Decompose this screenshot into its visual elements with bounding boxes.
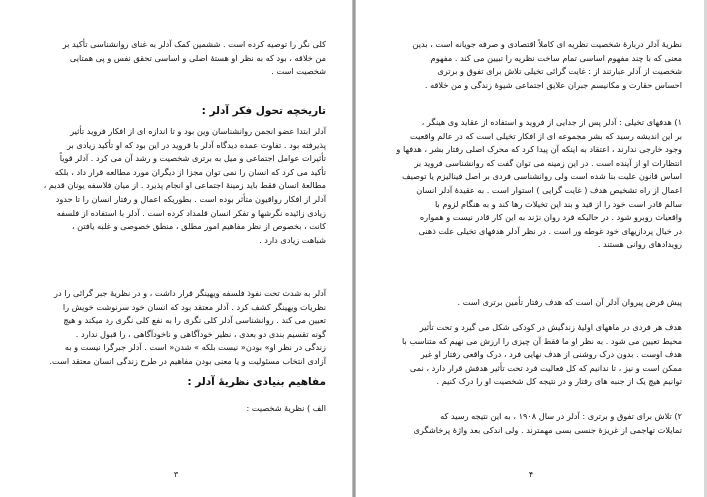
text-line: زندگی در نظر او» بودن« نیست بلکه » شدن« است . آدلر جبرگرا نیست و به xyxy=(64,342,326,353)
text-line: الف ) نظریهٔ شخصیت : xyxy=(246,403,326,413)
text-line: نظریات ویهینگر کشف کرد . آدلر معتقد بود که انسان خود سرنوشت خویش را xyxy=(62,301,326,312)
text-line: مطالعهٔ انسان فقط باید زمینهٔ اجتماعی او انجام پذیرد . از میان فلاسفه یونان قدیم ، xyxy=(43,180,326,191)
right-paragraph-5 xyxy=(382,410,682,437)
text-line: شباهت زیادی دارد . xyxy=(259,234,326,245)
text-line: ممکن است و نیز ، تا ندانیم که کل فعالیت فرد تحت تأثیر هدفش قرار دارد ، نمی xyxy=(409,362,682,373)
text-line: آدلر به شدت تحت نفوذ فلسفه ویهینگر قرار داشت ، و در نظریهٔ جبر گرائی را در xyxy=(54,288,326,298)
text-line: هدف اوست . بدون درک روشنی از هدف نهایی فرد ، درک واقعی رفتار او غیر xyxy=(420,349,682,360)
text-line: تمایلات تهاجمی از غریزهٔ جنسی بسی مهمترند . ولی اندکی بعد واژهٔ پرخاشگری xyxy=(413,424,682,435)
text-line: شخصیت از آدلر عبارتند از : غایت گرائی تخیلی تلاش برای تفوق و برتری xyxy=(437,66,682,77)
text-line: توانیم هیچ یک از جنبه های رفتار و در نتیجه کل شخصیت او را درک کنیم . xyxy=(436,376,682,387)
text-line: نظریهٔ آدلر دربارهٔ شخصیت نظریه ای کاملاً اقتصادی و صرفه جویانه است ، بدین xyxy=(412,39,682,49)
text-line: تأکید می کرد که انسان را نمی توان مجزا از دیگران مورد مطالعه قرار داد ، بلکه xyxy=(54,166,326,177)
right-paragraph-1 xyxy=(382,38,682,92)
text-line: واقعیات روبرو شود . در حالیکه فرد روان نژند به این کار قادر نیست و همواره xyxy=(419,212,682,223)
text-line: ۲) تلاش برای تفوق و برتری : آدلر در سال ۱۹۰۸ ، به این نتیجه رسید که xyxy=(440,411,682,421)
text-line: اعمال از راه تشخیص هدف ( غایت گرایی ) استوار است . به عقیدهٔ آدلر انسان xyxy=(416,184,682,195)
text-line: تعیین می کند . روانشناسی آدلر کلی نگری را به نفع کلی نگری رد میکند و هیچ xyxy=(63,315,326,326)
page-right xyxy=(356,0,707,497)
left-paragraph-3 xyxy=(26,287,326,369)
text-line: معنی که با چند مفهوم اساسی تمام ساخت نظریه را تبیین می کند . مفهوم xyxy=(430,52,682,63)
text-line: کلی نگر را توصیه کرده است . ششمین کمک آدلر به غنای روانشناسی تأکید بر xyxy=(62,39,326,49)
right-paragraph-4 xyxy=(382,321,682,389)
left-paragraph-4 xyxy=(26,402,326,416)
text-line: من خلاقه ، بود که به نظر او هستهٔ اصلی و اساسی تحقق نفس و پی همتایی xyxy=(69,52,326,63)
text-line: رویدادهای روانی هستند . xyxy=(597,239,682,250)
text-line: وجود خارجی ندارند ، اعتقاد به اینکه آن پیدا کرد که محرک اصلی رفتار بشر ، هدفها و xyxy=(396,144,682,155)
text-line: هدف هر فردی در ماههای اولیهٔ زندگیش در کودکی شکل می گیرد و تحت تأثیر xyxy=(419,322,682,332)
text-line: پیش فرض پیروان آدلر آن است که هدف رفتار تأمین برتری است . xyxy=(457,297,682,307)
text-line: ۱) هدفهای تخیلی : آدلر پس از جدایی از فروید و استفاده از عقاید وی هینگر ، xyxy=(421,117,682,127)
text-line: احساس حقارت و مکانیسم جبران علایق اجتماعی شیوهٔ زندگی و من خلاقه . xyxy=(424,79,682,90)
heading-adler-history: تاریخچه تحول فکر آدلر : xyxy=(201,105,326,117)
text-line: آزادی انتخاب مسئولیت و یا معنی بودن مفاهیم در طرح زندگی انسان معتقد است. xyxy=(49,355,326,366)
text-line: کانت ، بخصوص از نظر مفاهیم امور مطلق ، منطق خصوصی و غلبه یافتن ، xyxy=(71,221,326,232)
text-line: شخصیت است . xyxy=(271,66,326,77)
page-number-left: ۳ xyxy=(173,470,179,479)
text-line: در خیال پردازیهای خود غوطه ور است . در نظر آدلر هدفهای تخیلی علت ذهنی xyxy=(418,225,682,236)
right-paragraph-2 xyxy=(382,116,682,252)
left-paragraph-2 xyxy=(26,125,326,247)
text-line: سالم قادر است خود را از قید و بند این تخیلات رها کند و به هنگام لزوم با xyxy=(435,198,682,209)
text-line: محیط تعیین می شود . به نظر او ما فقط آن چیزی را ارزش می نهیم که متناسب با xyxy=(402,335,682,346)
text-line: تأثیرات عوامل اجتماعی و میل به برتری شخصیت و رشد آن می کرد . آدلر قویاً xyxy=(59,153,326,164)
left-paragraph-1 xyxy=(26,38,326,79)
text-line: آدلر از افکار رواقیون متأثر بوده است . بطوریکه اعمال و رفتار انسان را تا حدود xyxy=(55,193,326,204)
page-number-right: ۴ xyxy=(528,470,534,479)
text-line: گونه تقسیم بندی دو بعدی ، نظیر خودآگاهی و ناخودآگاهی ، را قبول ندارد . xyxy=(75,328,326,339)
text-line: پذیرفته بود . تفاوت عمده دیدگاه آدلر با فروید در این بود که او تأکید زیادی بر xyxy=(67,139,326,150)
text-line: اساس قانون علیت بنا شده است ولی روانشناسی فردی بر اصل فینالیزم یا توصیف xyxy=(402,171,682,182)
text-line: بر این اندیشه رسید که بشر مجموعه ای از افکار تخیلی است که در عالم واقعیت xyxy=(410,130,682,141)
page-left xyxy=(0,0,352,497)
heading-adler-concepts: مفاهیم بنیادی نظریهٔ آدلر : xyxy=(187,376,326,388)
text-line: آدلر ابتدا عضو انجمن روانشناسان وین بود و تا اندازه ای از افکار فروید تأثیر xyxy=(70,126,326,136)
text-line: زیادی زائیده نگرشها و تفکر انسان قلمداد کرده است . آدلر با استفاده از فلسفه xyxy=(56,207,326,218)
text-line: انتظارات او از آینده است . در این زمینه می توان گفت که روانشناسی فروید بر xyxy=(414,157,682,168)
right-paragraph-3 xyxy=(382,296,682,310)
